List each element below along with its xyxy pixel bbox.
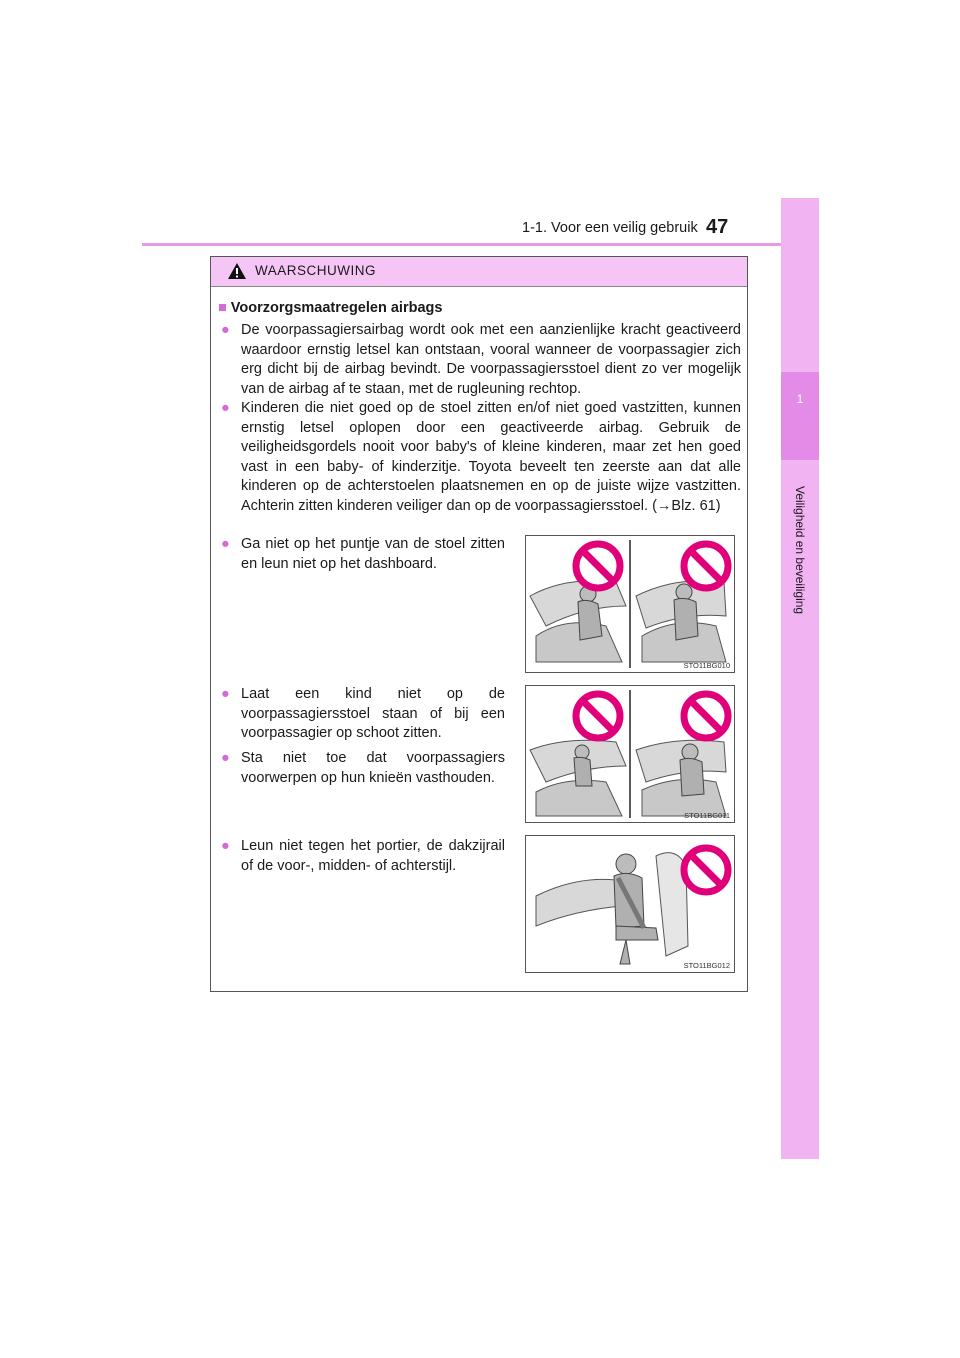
bullet-dot-icon: ● bbox=[221, 838, 230, 854]
bullet-item: ● Ga niet op het puntje van de stoel zitten en leun niet op het dashboard. bbox=[221, 536, 505, 572]
bullet-dot-icon: ● bbox=[221, 400, 230, 416]
header-rule bbox=[142, 243, 818, 246]
bullet-dot-icon: ● bbox=[221, 322, 230, 338]
figure-leaning-dashboard bbox=[525, 535, 735, 673]
bullet-item: ● Kinderen die niet goed op de stoel zitten en/of niet goed vastzitten, kunnen ernstig letsel oplopen door een geactiveerde airbag. Gebruik de veiligheidsgordels nooit voor baby's of kleine kinderen, maar zet hen goed vast in een baby- of kinderzitje. Toyota beveelt ten zeerste aan dat alle kinderen op de achterstoelen plaatsnemen en op de juiste wijze vastzitten. Achterin zitten kinderen veiliger dan op de voorpassagiersstoel. (→Blz. 61) bbox=[221, 400, 741, 514]
chapter-title: Veiligheid en beveiliging bbox=[793, 486, 807, 615]
interior-illustration bbox=[526, 836, 734, 972]
warning-header bbox=[211, 257, 747, 287]
sub-heading: ■ Voorzorgsmaatregelen airbags bbox=[218, 300, 443, 316]
interior-illustration bbox=[526, 536, 734, 672]
section-title: 1-1. Voor een veilig gebruik bbox=[522, 220, 698, 236]
square-bullet-icon: ■ bbox=[218, 300, 227, 316]
warning-label: WAARSCHUWING bbox=[255, 263, 376, 278]
bullet-dot-icon: ● bbox=[221, 750, 230, 766]
warning-box bbox=[210, 256, 748, 992]
figure-code: STO11BG011 bbox=[684, 811, 730, 820]
bullet-item: ● Laat een kind niet op de voorpassagiersstoel staan of bij een voorpassagier op schoot zitten. bbox=[221, 686, 505, 741]
bullet-item: ● Leun niet tegen het portier, de dakzijrail of de voor-, midden- of achterstijl. bbox=[221, 838, 505, 874]
bullet-dot-icon: ● bbox=[221, 536, 230, 552]
figure-code: STO11BG012 bbox=[683, 961, 730, 970]
bullet-dot-icon: ● bbox=[221, 686, 230, 702]
chapter-number: 1 bbox=[796, 392, 804, 406]
bullet-item: ● De voorpassagiersairbag wordt ook met een aanzienlijke kracht geactiveerd waardoor ernstig letsel kan ontstaan, vooral wanneer de voorpassagier zich erg dicht bij de airbag bevindt. De voorpassagiersstoel dient zo ver mogelijk van de airbag af te staan, met de rugleuning rechtop. bbox=[221, 322, 741, 397]
interior-illustration bbox=[526, 686, 734, 822]
figure-code: STO11BG010 bbox=[683, 661, 730, 670]
bullet-item: ● Sta niet toe dat voorpassagiers voorwerpen op hun knieën vasthouden. bbox=[221, 750, 505, 786]
figure-leaning-door bbox=[525, 835, 735, 973]
warning-triangle-icon bbox=[227, 262, 247, 280]
chapter-tab-marker bbox=[781, 372, 819, 460]
page-number: 47 bbox=[706, 216, 729, 238]
figure-child-passenger bbox=[525, 685, 735, 823]
